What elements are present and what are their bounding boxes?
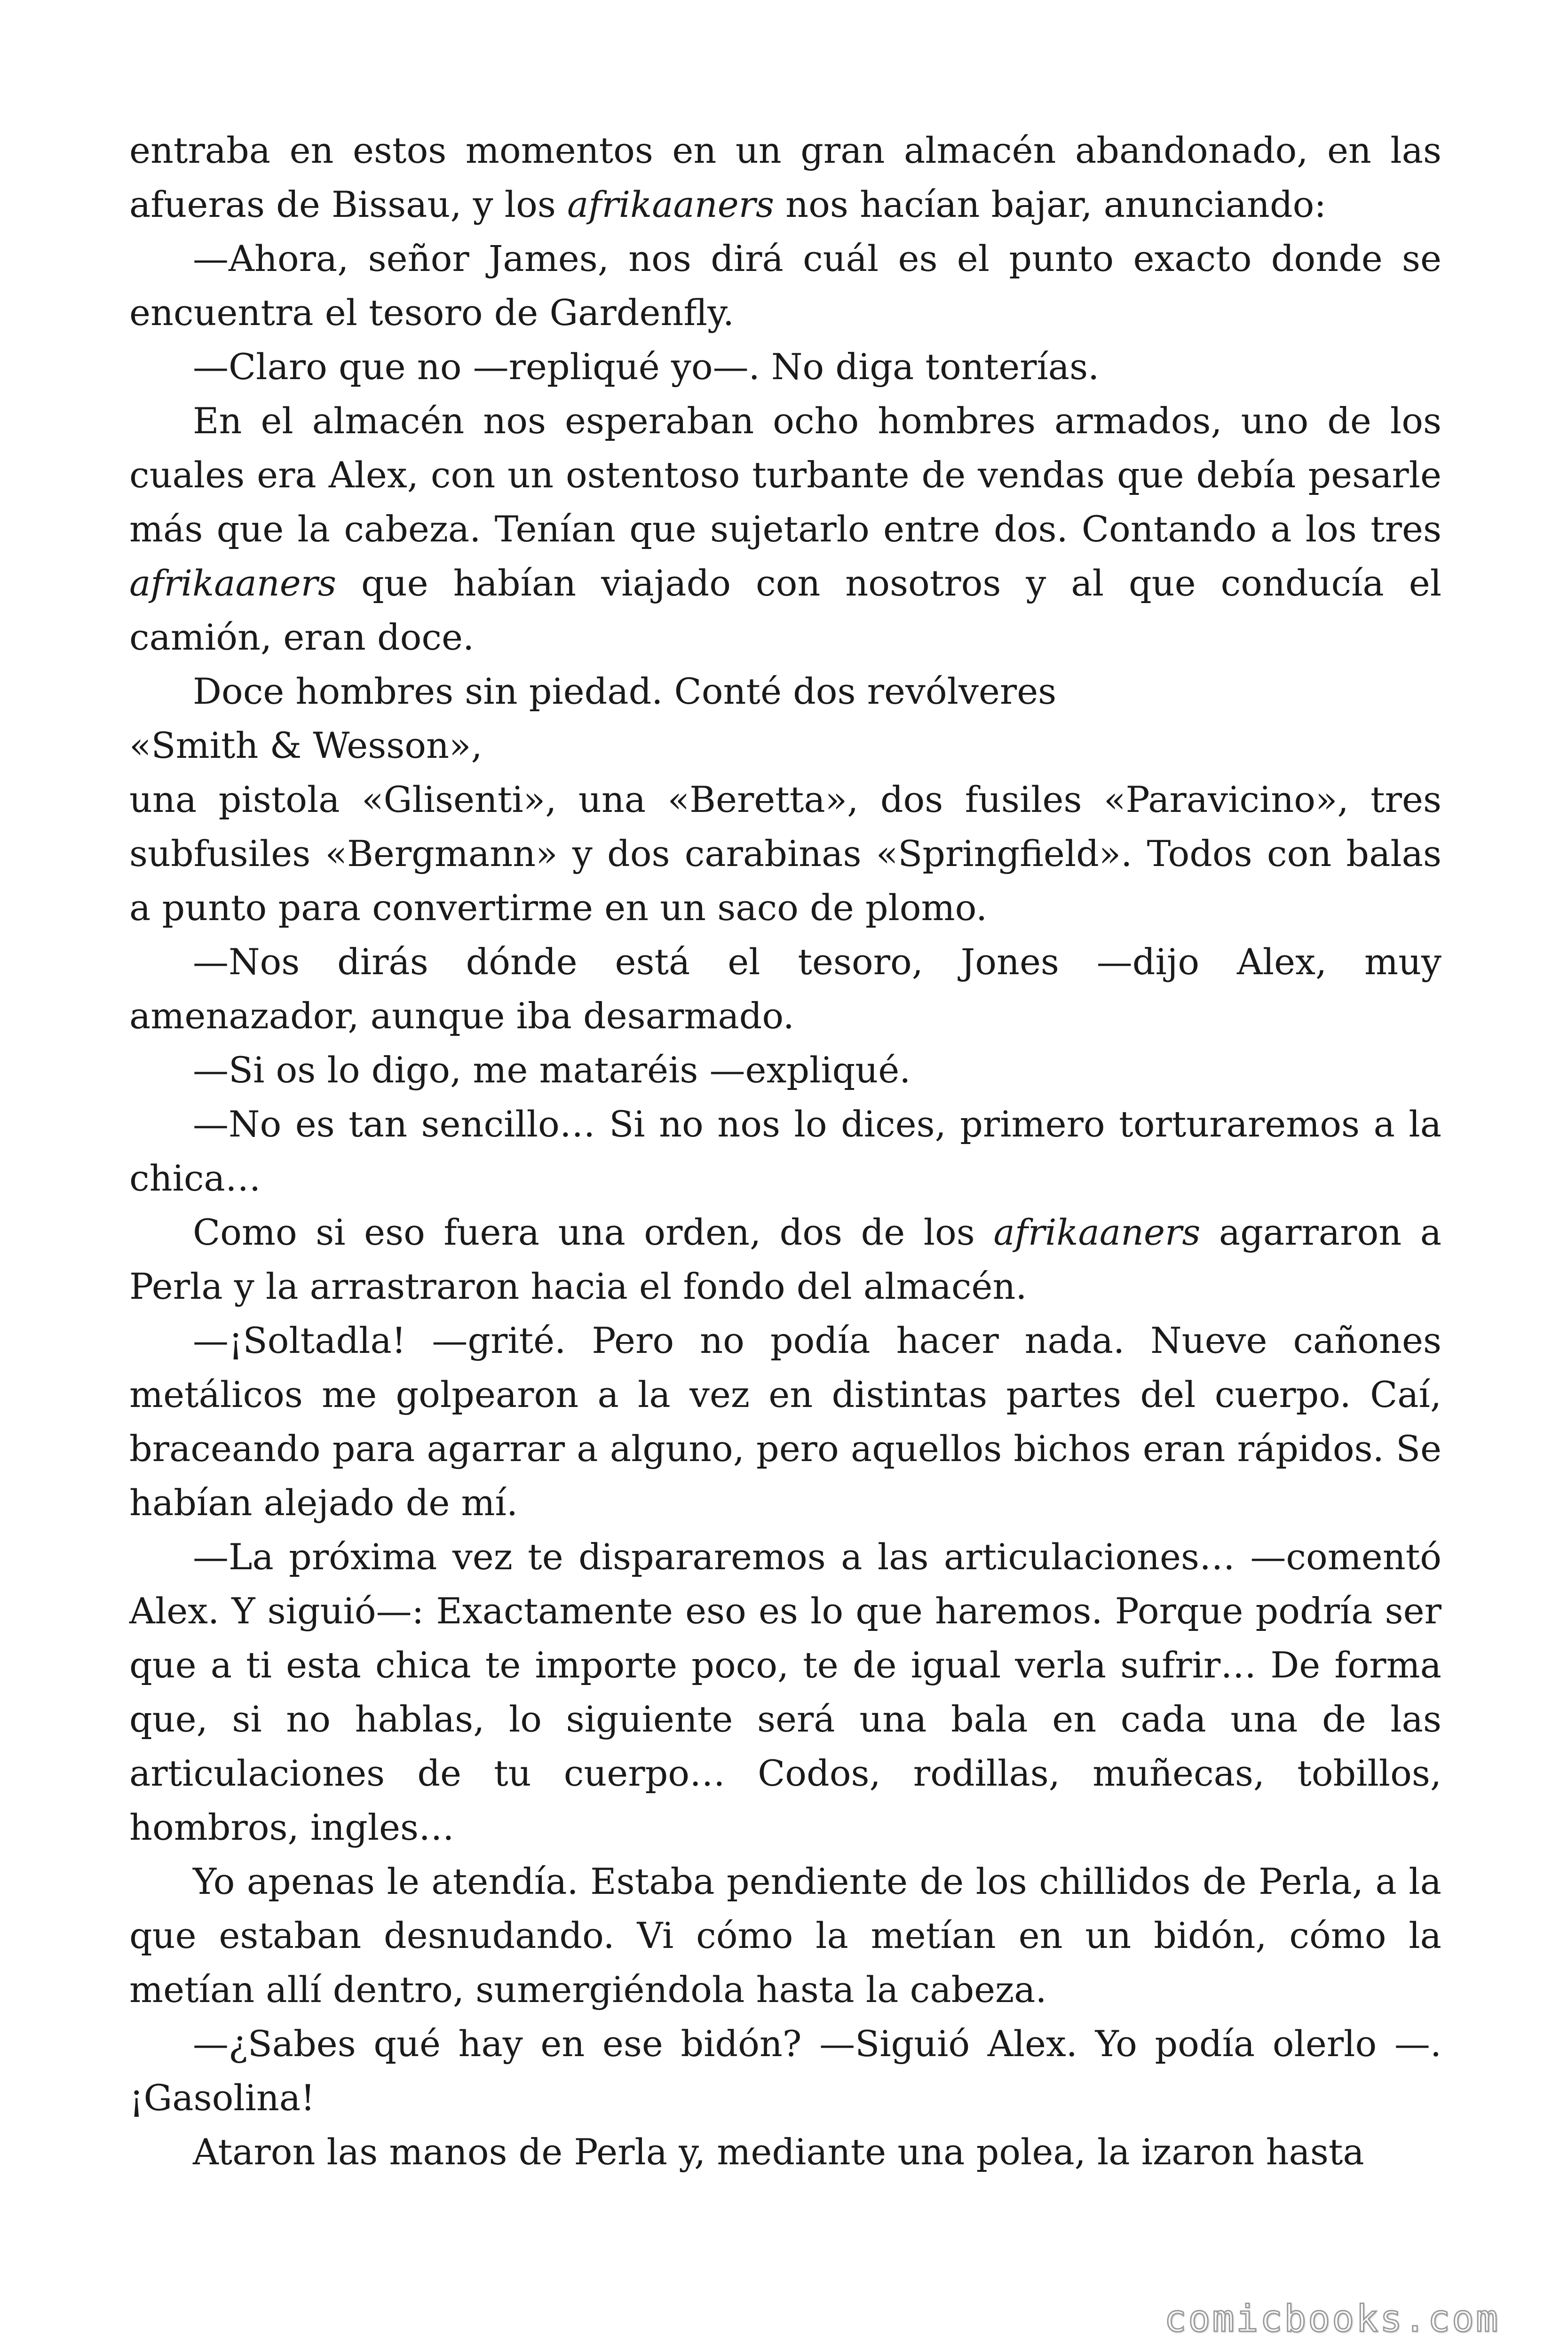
italic-term: afrikaaners xyxy=(567,183,775,225)
text-run: agarraron a Perla y la arrastraron hacia el fondo del almacén. xyxy=(129,1211,1442,1307)
paragraph xyxy=(129,2125,1441,2179)
watermark-logo: comicbooks.com xyxy=(1164,2298,1500,2340)
paragraph xyxy=(129,1043,1441,1097)
paragraph xyxy=(129,664,1441,718)
text-run: —No es tan sencillo… Si no nos lo dices, primero torturaremos a la chica… xyxy=(129,1103,1441,1199)
text-run: En el almacén nos esperaban ocho hombres armados, uno de los cuales era Alex, con un ostentoso turbante de vendas que debía pesarle más que la cabeza. Tenían que sujetarlo entre dos. Contando a los tres xyxy=(129,400,1441,550)
text-run: entraba en estos momentos en un gran almacén abandonado, en las afueras de Bissau, y los xyxy=(129,129,1441,225)
text-run: «Smith & Wesson», xyxy=(129,724,483,766)
paragraph xyxy=(129,1313,1441,1530)
paragraph xyxy=(129,340,1441,394)
text-run: —La próxima vez te dispararemos a las articulaciones… —comentó Alex. Y siguió—: Exactamente eso es lo que haremos. Porque podría ser que a ti esta chica te importe poco, te de igual verla sufrir… De forma que, si no hablas, lo siguiente será una bala en cada una de las articulaciones de tu cuerpo… Codos, rodillas, muñecas, tobillos, hombros, ingles… xyxy=(129,1536,1441,1848)
text-run: que habían viajado con nosotros y al que conducía el camión, eran doce. xyxy=(129,562,1441,658)
paragraph xyxy=(129,718,1441,772)
text-run: —Claro que no —repliqué yo—. No diga tonterías. xyxy=(193,346,1100,388)
paragraph xyxy=(129,1097,1441,1205)
text-run: Yo apenas le atendía. Estaba pendiente de los chillidos de Perla, a la que estaban desnudando. Vi cómo la metían en un bidón, cómo la metían allí dentro, sumergiéndola hasta la cabeza. xyxy=(129,1860,1441,2010)
text-run: —¿Sabes qué hay en ese bidón? —Siguió Alex. Yo podía olerlo —. ¡Gasolina! xyxy=(129,2023,1441,2119)
text-run: Doce hombres sin piedad. Conté dos revólveres xyxy=(193,670,1057,712)
text-run: —Ahora, señor James, nos dirá cuál es el punto exacto donde se encuentra el tesoro de Gardenfly. xyxy=(129,238,1441,334)
text-run: —¡Soltadla! —grité. Pero no podía hacer nada. Nueve cañones metálicos me golpearon a la vez en distintas partes del cuerpo. Caí, braceando para agarrar a alguno, pero aquellos bichos eran rápidos. Se habían alejado de mí. xyxy=(129,1319,1441,1524)
paragraph xyxy=(129,1205,1441,1313)
text-run: Ataron las manos de Perla y, mediante una polea, la izaron hasta xyxy=(193,2131,1364,2173)
paragraph xyxy=(129,1854,1441,2017)
paragraph xyxy=(129,231,1441,340)
paragraph xyxy=(129,935,1441,1043)
body-text xyxy=(129,123,1441,2179)
italic-term: afrikaaners xyxy=(129,562,337,604)
paragraph xyxy=(129,123,1441,231)
paragraph xyxy=(129,1530,1441,1854)
text-run: —Nos dirás dónde está el tesoro, Jones —dijo Alex, muy amenazador, aunque iba desarmado. xyxy=(129,941,1441,1037)
text-run: nos hacían bajar, anunciando: xyxy=(774,183,1327,225)
text-run: —Si os lo digo, me mataréis —expliqué. xyxy=(193,1049,911,1091)
paragraph xyxy=(129,394,1441,664)
text-run: una pistola «Glisenti», una «Beretta», dos fusiles «Paravicino», tres subfusiles «Bergmann» y dos carabinas «Springfield». Todos con balas a punto para convertirme en un saco de plomo. xyxy=(129,779,1441,929)
paragraph xyxy=(129,2017,1441,2125)
text-run: Como si eso fuera una orden, dos de los xyxy=(193,1211,994,1253)
paragraph xyxy=(129,772,1441,935)
italic-term: afrikaaners xyxy=(993,1211,1201,1253)
